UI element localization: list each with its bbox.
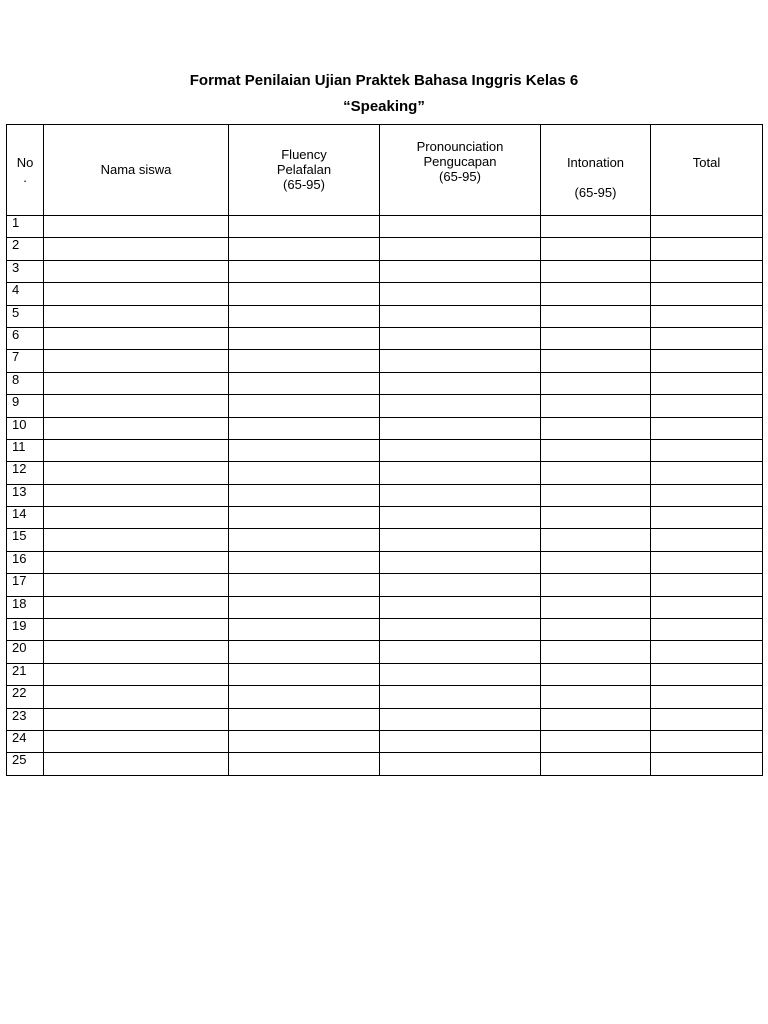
row-number-cell: 20 [7, 641, 44, 663]
fluency-cell[interactable] [229, 372, 380, 394]
nama-siswa-cell[interactable] [44, 216, 229, 238]
pronounciation-cell[interactable] [380, 730, 541, 752]
intonation-cell[interactable] [541, 350, 651, 372]
total-cell[interactable] [651, 439, 763, 461]
fluency-cell[interactable] [229, 283, 380, 305]
nama-siswa-cell[interactable] [44, 372, 229, 394]
pronounciation-cell[interactable] [380, 708, 541, 730]
nama-siswa-cell[interactable] [44, 462, 229, 484]
total-cell[interactable] [651, 596, 763, 618]
total-cell[interactable] [651, 686, 763, 708]
nama-siswa-cell[interactable] [44, 753, 229, 775]
header-intonation-range: (65-95) [574, 185, 617, 200]
pronounciation-cell[interactable] [380, 395, 541, 417]
table-row [7, 327, 763, 349]
total-cell[interactable] [651, 753, 763, 775]
fluency-cell[interactable] [229, 574, 380, 596]
total-cell[interactable] [651, 350, 763, 372]
fluency-cell[interactable] [229, 216, 380, 238]
pronounciation-cell[interactable] [380, 439, 541, 461]
pronounciation-cell[interactable] [380, 238, 541, 260]
intonation-cell[interactable] [541, 238, 651, 260]
total-cell[interactable] [651, 551, 763, 573]
header-no-dot: . [23, 170, 27, 185]
table-row [7, 260, 763, 282]
table-row [7, 686, 763, 708]
total-cell[interactable] [651, 507, 763, 529]
header-no-label: No [16, 155, 34, 170]
table-row [7, 619, 763, 641]
row-number-cell: 19 [7, 619, 44, 641]
row-number-cell: 7 [7, 350, 44, 372]
total-cell[interactable] [651, 641, 763, 663]
table-row [7, 417, 763, 439]
nama-siswa-cell[interactable] [44, 596, 229, 618]
total-cell[interactable] [651, 283, 763, 305]
pronounciation-cell[interactable] [380, 551, 541, 573]
header-nama-label: Nama siswa [100, 162, 172, 177]
pronounciation-cell[interactable] [380, 619, 541, 641]
header-fluency-range: (65-95) [283, 177, 325, 192]
header-pronounciation-range: (65-95) [439, 169, 481, 184]
nama-siswa-cell[interactable] [44, 686, 229, 708]
total-cell[interactable] [651, 619, 763, 641]
fluency-cell[interactable] [229, 663, 380, 685]
nama-siswa-cell[interactable] [44, 260, 229, 282]
pronounciation-cell[interactable] [380, 216, 541, 238]
row-number-cell: 12 [7, 462, 44, 484]
table-row [7, 574, 763, 596]
row-number-cell: 9 [7, 395, 44, 417]
row-number-cell: 8 [7, 372, 44, 394]
pronounciation-cell[interactable] [380, 596, 541, 618]
intonation-cell[interactable] [541, 596, 651, 618]
total-cell[interactable] [651, 216, 763, 238]
intonation-cell[interactable] [541, 395, 651, 417]
row-number-cell: 1 [7, 216, 44, 238]
pronounciation-cell[interactable] [380, 686, 541, 708]
total-cell[interactable] [651, 417, 763, 439]
fluency-cell[interactable] [229, 327, 380, 349]
intonation-cell[interactable] [541, 529, 651, 551]
row-number-cell: 16 [7, 551, 44, 573]
total-cell[interactable] [651, 708, 763, 730]
nama-siswa-cell[interactable] [44, 305, 229, 327]
pronounciation-cell[interactable] [380, 417, 541, 439]
pronounciation-cell[interactable] [380, 305, 541, 327]
fluency-cell[interactable] [229, 238, 380, 260]
table-row [7, 507, 763, 529]
total-cell[interactable] [651, 462, 763, 484]
fluency-cell[interactable] [229, 619, 380, 641]
total-cell[interactable] [651, 484, 763, 506]
table-row [7, 753, 763, 775]
total-cell[interactable] [651, 529, 763, 551]
table-row [7, 372, 763, 394]
intonation-cell[interactable] [541, 641, 651, 663]
pronounciation-cell[interactable] [380, 507, 541, 529]
header-fluency [229, 125, 380, 216]
fluency-cell[interactable] [229, 641, 380, 663]
nama-siswa-cell[interactable] [44, 439, 229, 461]
pronounciation-cell[interactable] [380, 574, 541, 596]
table-row [7, 529, 763, 551]
pronounciation-cell[interactable] [380, 753, 541, 775]
row-number-cell: 3 [7, 260, 44, 282]
row-number-cell: 15 [7, 529, 44, 551]
fluency-cell[interactable] [229, 417, 380, 439]
fluency-cell[interactable] [229, 462, 380, 484]
row-number-cell: 24 [7, 730, 44, 752]
nama-siswa-cell[interactable] [44, 574, 229, 596]
fluency-cell[interactable] [229, 260, 380, 282]
fluency-cell[interactable] [229, 753, 380, 775]
total-cell[interactable] [651, 372, 763, 394]
header-pronounciation [380, 125, 541, 216]
assessment-table [6, 124, 763, 776]
header-nama-siswa [44, 125, 229, 216]
pronounciation-cell[interactable] [380, 462, 541, 484]
row-number-cell: 21 [7, 663, 44, 685]
fluency-cell[interactable] [229, 708, 380, 730]
row-number-cell: 2 [7, 238, 44, 260]
nama-siswa-cell[interactable] [44, 730, 229, 752]
intonation-cell[interactable] [541, 439, 651, 461]
intonation-cell[interactable] [541, 260, 651, 282]
intonation-cell[interactable] [541, 462, 651, 484]
total-cell[interactable] [651, 730, 763, 752]
row-number-cell: 23 [7, 708, 44, 730]
document-subtitle: “Speaking” [343, 98, 425, 115]
intonation-cell[interactable] [541, 484, 651, 506]
table-row [7, 439, 763, 461]
row-number-cell: 14 [7, 507, 44, 529]
pronounciation-cell[interactable] [380, 529, 541, 551]
table-row [7, 663, 763, 685]
row-number-cell: 25 [7, 753, 44, 775]
total-cell[interactable] [651, 663, 763, 685]
row-number-cell: 17 [7, 574, 44, 596]
table-row [7, 283, 763, 305]
intonation-cell[interactable] [541, 417, 651, 439]
fluency-cell[interactable] [229, 305, 380, 327]
pronounciation-cell[interactable] [380, 641, 541, 663]
nama-siswa-cell[interactable] [44, 663, 229, 685]
intonation-cell[interactable] [541, 327, 651, 349]
nama-siswa-cell[interactable] [44, 395, 229, 417]
fluency-cell[interactable] [229, 507, 380, 529]
table-row [7, 641, 763, 663]
pronounciation-cell[interactable] [380, 260, 541, 282]
table-row [7, 551, 763, 573]
table-row [7, 216, 763, 238]
table-row [7, 484, 763, 506]
intonation-cell[interactable] [541, 619, 651, 641]
fluency-cell[interactable] [229, 529, 380, 551]
table-row [7, 238, 763, 260]
intonation-cell[interactable] [541, 216, 651, 238]
nama-siswa-cell[interactable] [44, 551, 229, 573]
nama-siswa-cell[interactable] [44, 484, 229, 506]
fluency-cell[interactable] [229, 686, 380, 708]
nama-siswa-cell[interactable] [44, 641, 229, 663]
header-fluency-label: Fluency [281, 147, 327, 162]
header-pronounciation-sublabel: Pengucapan [423, 154, 497, 169]
table-row [7, 305, 763, 327]
table-row [7, 350, 763, 372]
intonation-cell[interactable] [541, 663, 651, 685]
intonation-cell[interactable] [541, 551, 651, 573]
table-body [7, 216, 763, 776]
header-fluency-sublabel: Pelafalan [276, 162, 332, 177]
nama-siswa-cell[interactable] [44, 507, 229, 529]
intonation-cell[interactable] [541, 708, 651, 730]
intonation-cell[interactable] [541, 574, 651, 596]
table-row [7, 730, 763, 752]
pronounciation-cell[interactable] [380, 327, 541, 349]
table-row [7, 596, 763, 618]
nama-siswa-cell[interactable] [44, 283, 229, 305]
nama-siswa-cell[interactable] [44, 327, 229, 349]
intonation-cell[interactable] [541, 730, 651, 752]
intonation-cell[interactable] [541, 372, 651, 394]
nama-siswa-cell[interactable] [44, 619, 229, 641]
header-total [651, 125, 763, 216]
fluency-cell[interactable] [229, 551, 380, 573]
row-number-cell: 6 [7, 327, 44, 349]
pronounciation-cell[interactable] [380, 350, 541, 372]
row-number-cell: 13 [7, 484, 44, 506]
header-pronounciation-label: Pronounciation [416, 139, 504, 154]
header-intonation [541, 125, 651, 216]
row-number-cell: 4 [7, 283, 44, 305]
header-intonation-label: Intonation [566, 155, 625, 170]
fluency-cell[interactable] [229, 350, 380, 372]
pronounciation-cell[interactable] [380, 663, 541, 685]
fluency-cell[interactable] [229, 484, 380, 506]
intonation-cell[interactable] [541, 305, 651, 327]
total-cell[interactable] [651, 395, 763, 417]
total-cell[interactable] [651, 574, 763, 596]
fluency-cell[interactable] [229, 395, 380, 417]
intonation-cell[interactable] [541, 283, 651, 305]
row-number-cell: 5 [7, 305, 44, 327]
pronounciation-cell[interactable] [380, 283, 541, 305]
row-number-cell: 11 [7, 439, 44, 461]
intonation-cell[interactable] [541, 507, 651, 529]
total-cell[interactable] [651, 305, 763, 327]
fluency-cell[interactable] [229, 596, 380, 618]
row-number-cell: 10 [7, 417, 44, 439]
row-number-cell: 18 [7, 596, 44, 618]
fluency-cell[interactable] [229, 439, 380, 461]
total-cell[interactable] [651, 327, 763, 349]
table-row [7, 462, 763, 484]
header-total-label: Total [692, 155, 721, 170]
table-row [7, 395, 763, 417]
nama-siswa-cell[interactable] [44, 529, 229, 551]
total-cell[interactable] [651, 238, 763, 260]
header-no [7, 125, 44, 216]
intonation-cell[interactable] [541, 753, 651, 775]
table-row [7, 708, 763, 730]
pronounciation-cell[interactable] [380, 484, 541, 506]
intonation-cell[interactable] [541, 686, 651, 708]
nama-siswa-cell[interactable] [44, 417, 229, 439]
fluency-cell[interactable] [229, 730, 380, 752]
header-row [7, 125, 763, 216]
nama-siswa-cell[interactable] [44, 708, 229, 730]
document-title: Format Penilaian Ujian Praktek Bahasa Inggris Kelas 6 [189, 72, 579, 89]
nama-siswa-cell[interactable] [44, 350, 229, 372]
row-number-cell: 22 [7, 686, 44, 708]
nama-siswa-cell[interactable] [44, 238, 229, 260]
total-cell[interactable] [651, 260, 763, 282]
pronounciation-cell[interactable] [380, 372, 541, 394]
